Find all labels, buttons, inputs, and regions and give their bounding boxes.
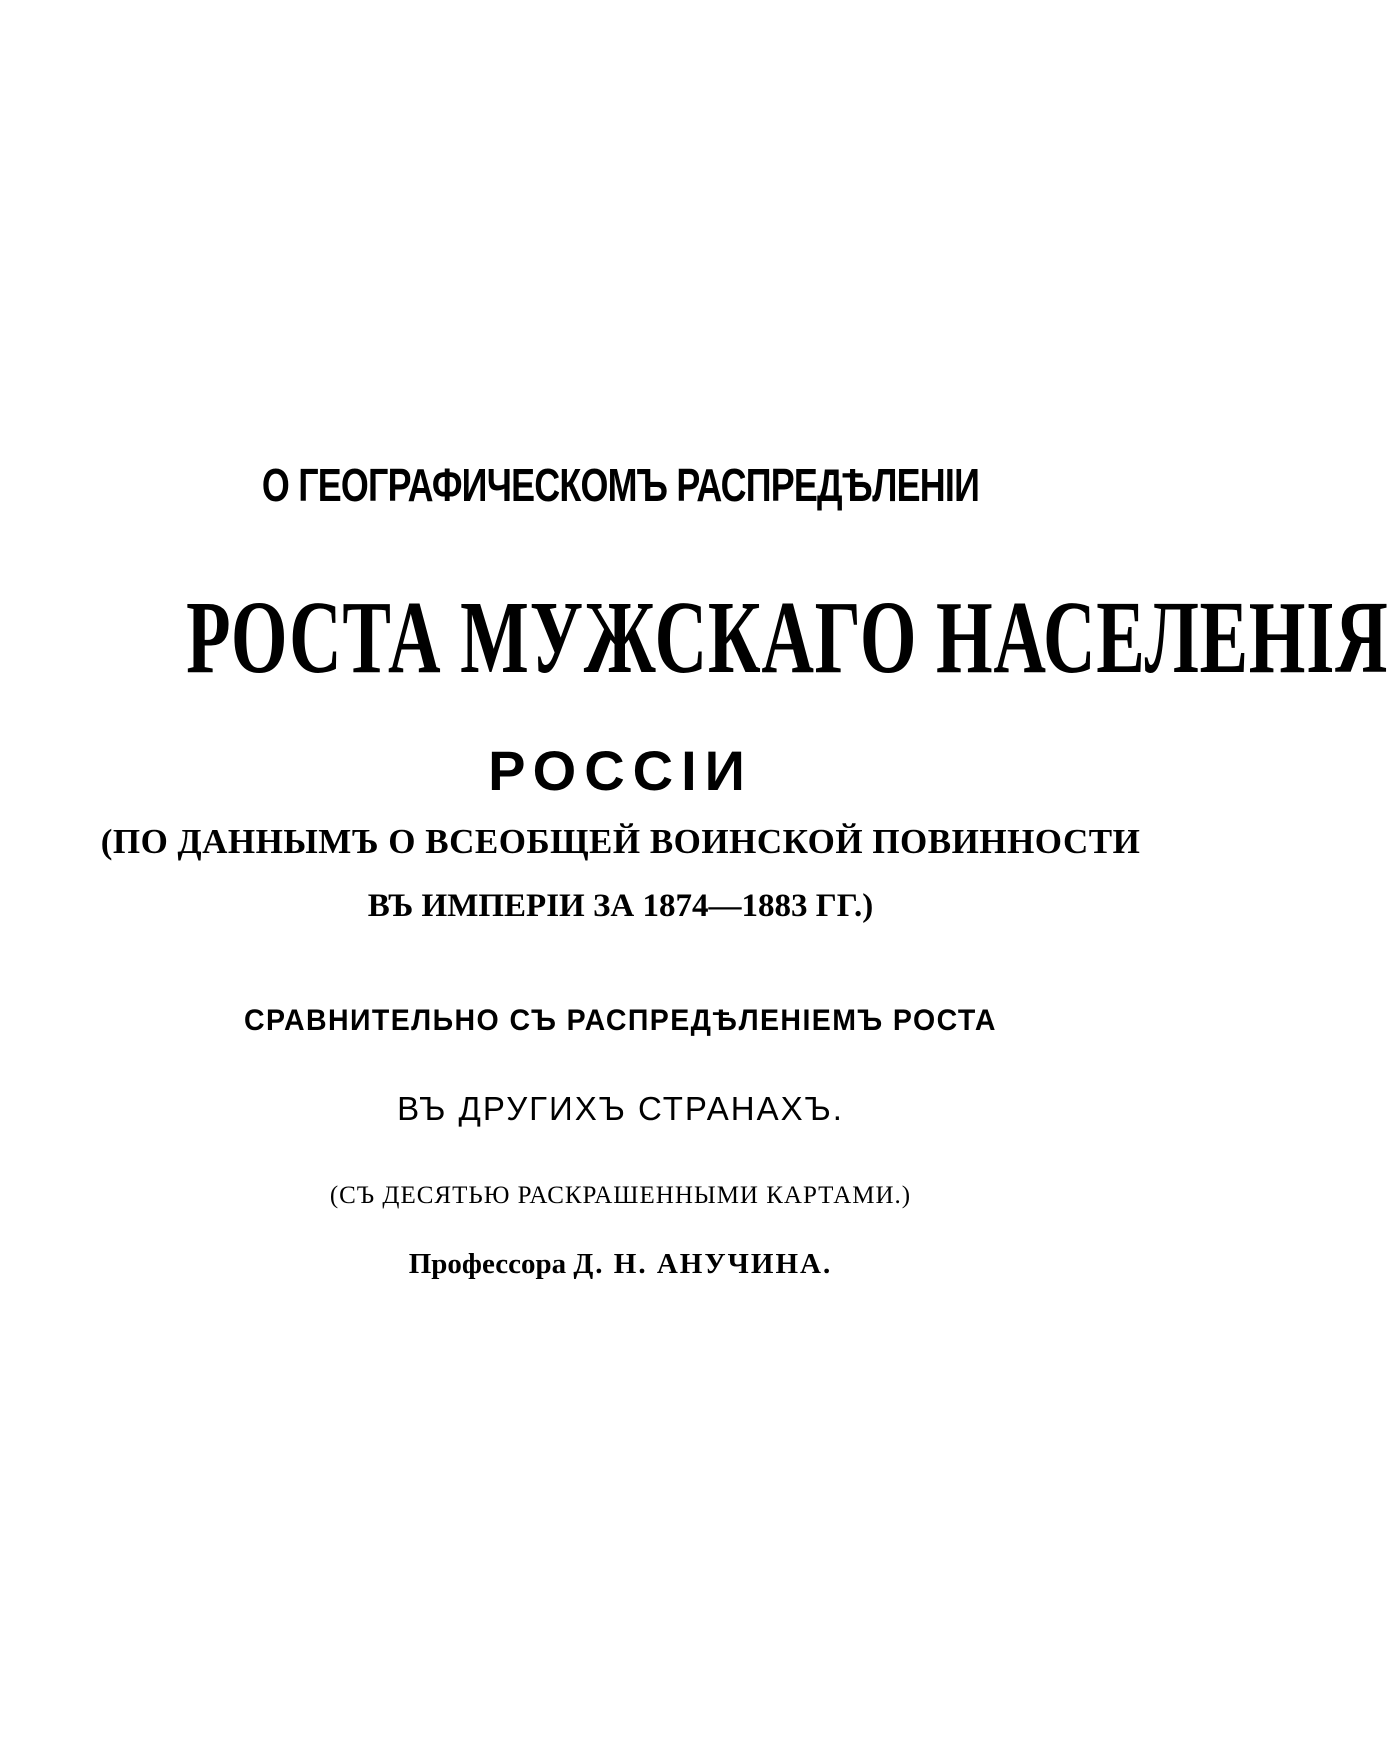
main-title-country: РОССІИ bbox=[488, 739, 753, 802]
subtitle-period: ВЪ ИМПЕРІИ ЗА 1874—1883 ГГ.) bbox=[367, 888, 874, 924]
title-line-geographic-distribution: О ГЕОГРАФИЧЕСКОМЪ РАСПРЕДѢЛЕНІИ bbox=[261, 459, 980, 511]
subtitle-data-source: (ПО ДАННЫМЪ О ВСЕОБЩЕЙ ВОИНСКОЙ ПОВИННОСТИ bbox=[100, 822, 1141, 861]
maps-note: (СЪ ДЕСЯТЬЮ РАСКРАШЕННЫМИ КАРТАМИ.) bbox=[329, 1182, 912, 1209]
author-prefix: Профессора bbox=[408, 1248, 567, 1280]
subtitle-comparison: СРАВНИТЕЛЬНО СЪ РАСПРЕДѢЛЕНІЕМЪ РОСТА bbox=[244, 1004, 997, 1037]
subtitle-other-countries: ВЪ ДРУГИХЪ СТРАНАХЪ. bbox=[397, 1090, 844, 1127]
author-line bbox=[0, 1248, 1241, 1281]
main-title: РОСТА МУЖСКАГО НАСЕЛЕНІЯ bbox=[186, 580, 1388, 695]
author-name: Д. Н. АНУЧИНА. bbox=[573, 1248, 833, 1280]
